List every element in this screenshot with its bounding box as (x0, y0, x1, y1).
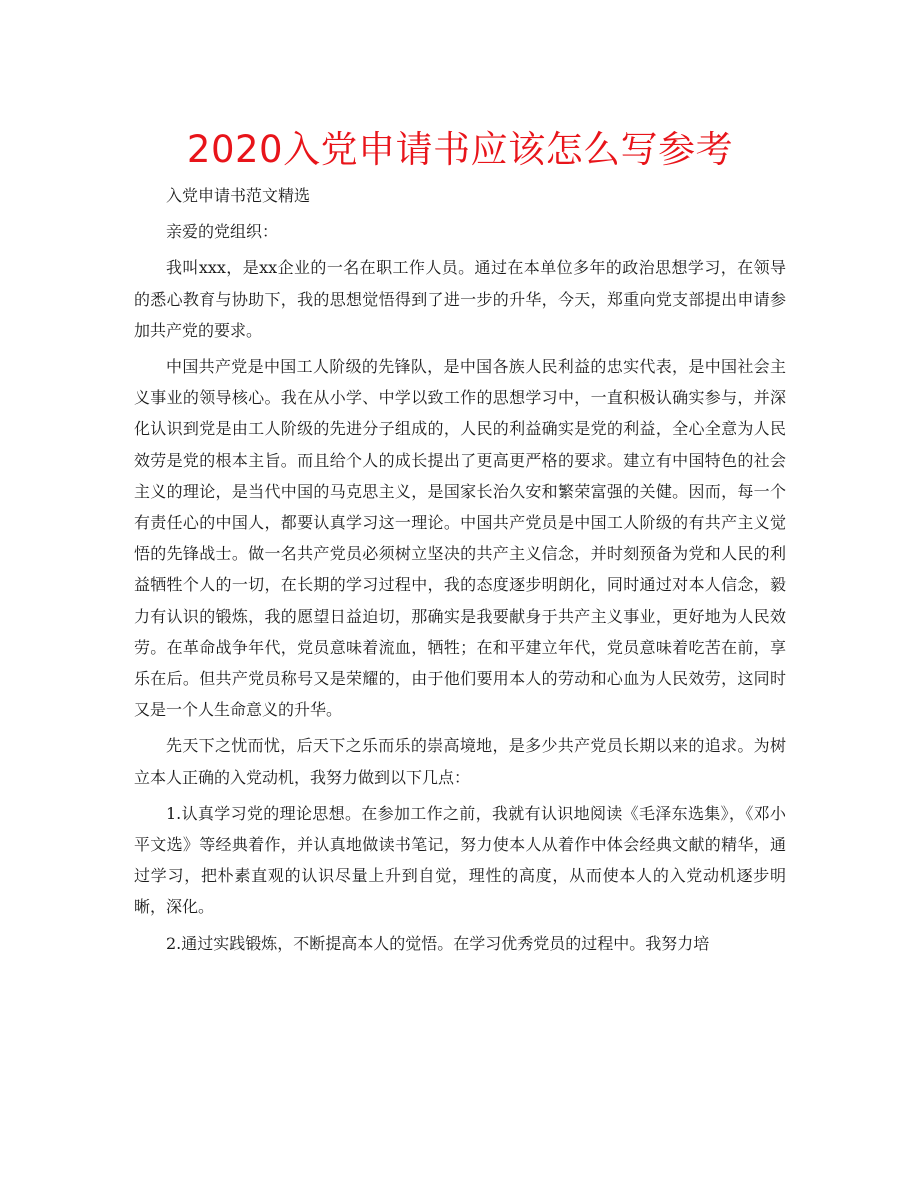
document-body (134, 180, 786, 964)
document-title: 2020入党申请书应该怎么写参考 (186, 128, 734, 171)
paragraph-point-1: 1.认真学习党的理论思想。在参加工作之前，我就有认识地阅读《毛泽东选集》，《邓小平文选》等经典着作，并认真地做读书笔记，努力使本人从着作中体会经典文献的精华，通过学习，把朴素直观的认识尽量上升到自觉，理性的高度，从而使本人的入党动机逐步明晰，深化。 (134, 803, 786, 917)
paragraph-motivation: 先天下之忧而忧，后天下之乐而乐的崇高境地，是多少共产党员长期以来的追求。为树立本人正确的入党动机，我努力做到以下几点： (134, 736, 786, 787)
paragraph-salutation: 亲爱的党组织： (166, 222, 279, 242)
paragraph-point-2: 2.通过实践锻炼，不断提高本人的觉悟。在学习优秀党员的过程中。我努力培 (166, 933, 710, 953)
paragraph-introduction: 我叫xxx，是xx企业的一名在职工作人员。通过在本单位多年的政治思想学习，在领导的悉心教育与协助下，我的思想觉悟得到了进一步的升华，今天，郑重向党支部提出申请参加共产党的要求。 (134, 258, 786, 340)
paragraph-subtitle: 入党申请书范文精选 (166, 186, 311, 205)
paragraph-party-understanding: 中国共产党是中国工人阶级的先锋队，是中国各族人民利益的忠实代表，是中国社会主义事业的领导核心。我在从小学、中学以致工作的思想学习中，一直积极认确实参与，并深化认识到党是由工人阶级的先进分子组成的，人民的利益确实是党的利益，全心全意为人民效劳是党的根本主旨。而且给个人的成长提出了更高更严格的要求。建立有中国特色的社会主义的理论，是当代中国的马克思主义，是国家长治久安和繁荣富强的关健。因而，每一个有责任心的中国人，都要认真学习这一理论。中国共产党员是中国工人阶级的有共产主义觉悟的先锋战士。做一名共产党员必须树立坚决的共产主义信念，并时刻预备为党和人民的利益牺牲个人的一切，在长期的学习过程中，我的态度逐步明朗化，同时通过对本人信念，毅力有认识的锻炼，我的愿望日益迫切，那确实是我要献身于共产主义事业，更好地为人民效劳。在革命战争年代，党员意味着流血，牺牲；在和平建立年代，党员意味着吃苦在前，享乐在后。但共产党员称号又是荣耀的，由于他们要用本人的劳动和心血为人民效劳，这同时又是一个人生命意义的升华。 (134, 357, 786, 720)
